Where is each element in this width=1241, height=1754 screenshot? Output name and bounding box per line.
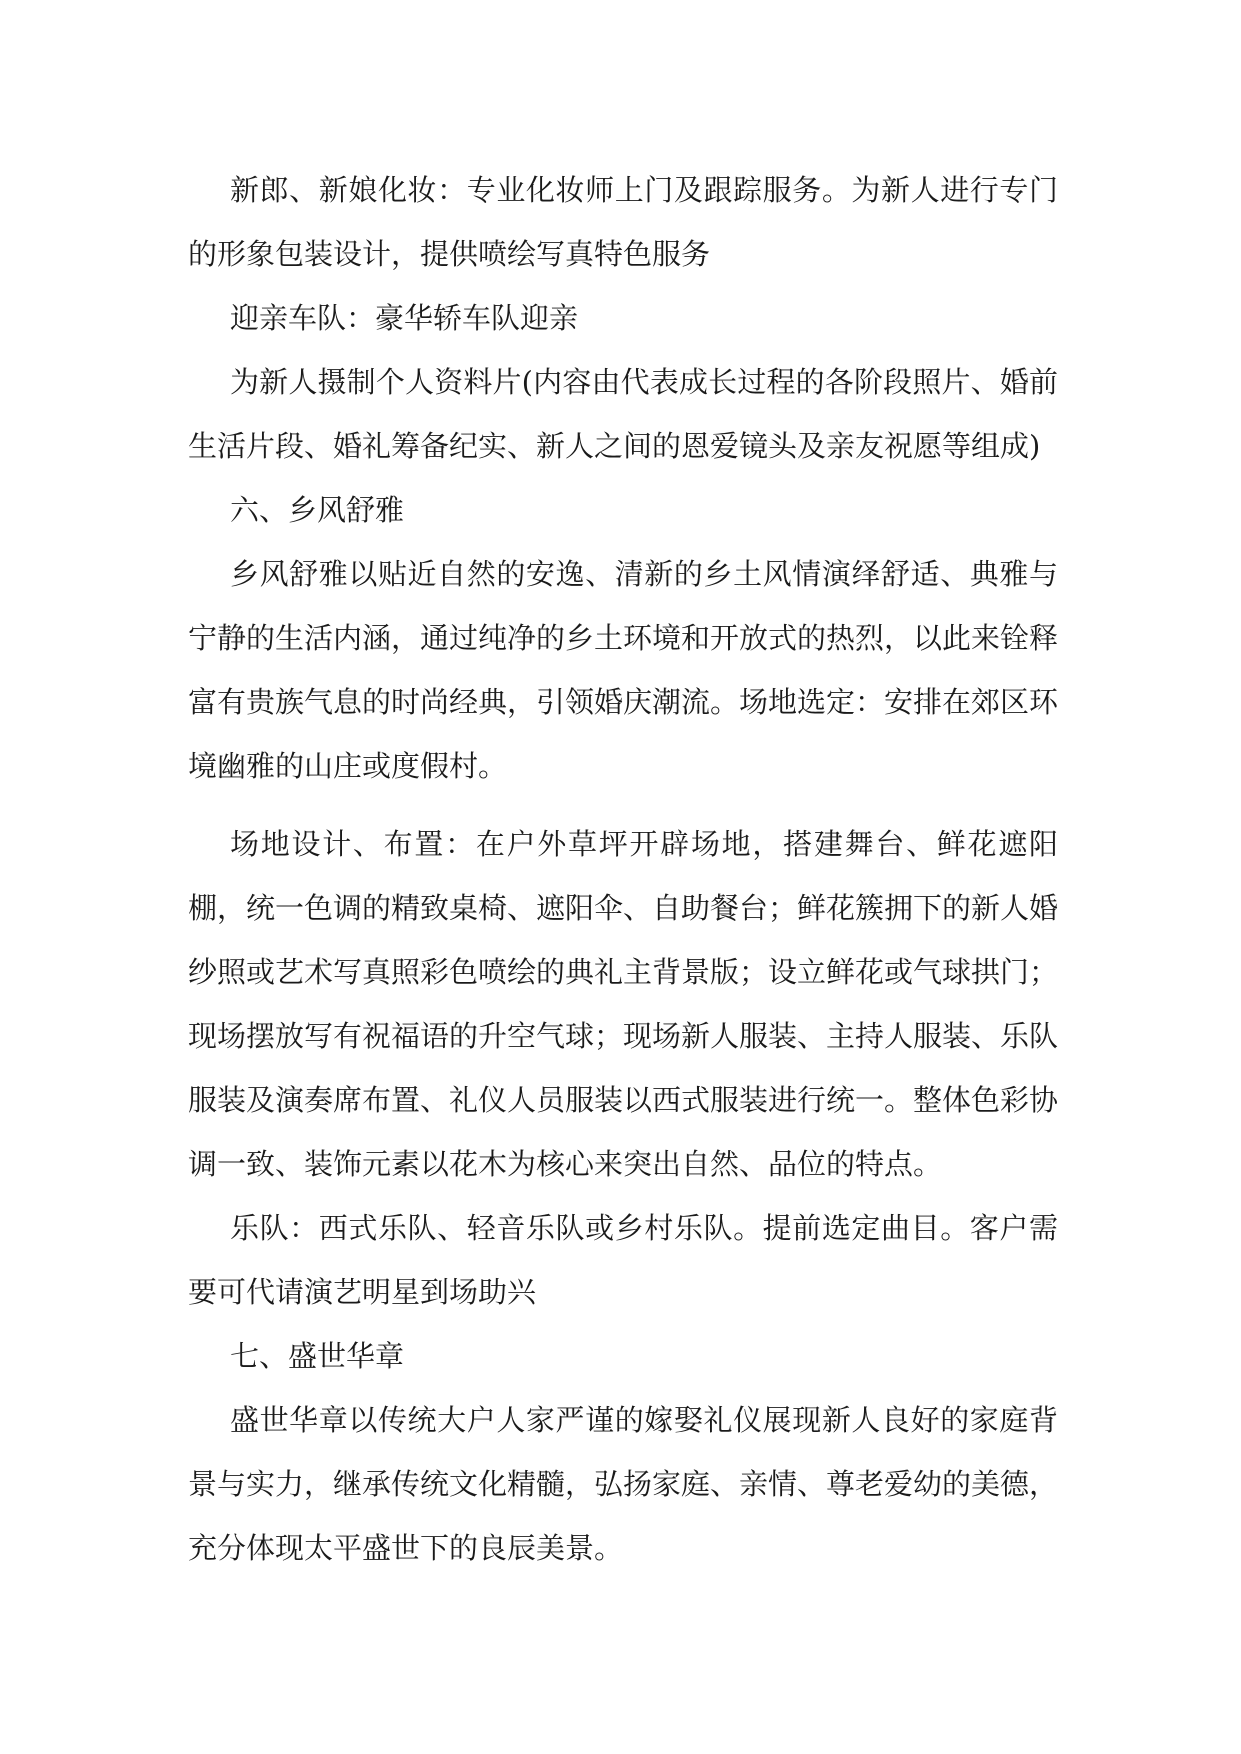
paragraph-grand-chapter: 盛世华章以传统大户人家严谨的嫁娶礼仪展现新人良好的家庭背景与实力，继承传统文化精髓，弘扬家庭、亲情、尊老爱幼的美德，充分体现太平盛世下的良辰美景。 xyxy=(188,1403,1059,1565)
paragraph-makeup-service: 新郎、新娘化妆：专业化妆师上门及跟踪服务。为新人进行专门的形象包装设计，提供喷绘写真特色服务 xyxy=(188,173,1058,271)
paragraph-band: 乐队：西式乐队、轻音乐队或乡村乐队。提前选定曲目。客户需要可代请演艺明星到场助兴 xyxy=(188,1211,1058,1309)
section-heading-seven: 七、盛世华章 xyxy=(230,1339,405,1373)
document-body xyxy=(188,158,1058,1580)
paragraph-wedding-motorcade: 迎亲车队：豪华轿车队迎亲 xyxy=(230,301,579,335)
section-heading-six: 六、乡风舒雅 xyxy=(230,493,405,527)
paragraph-rustic-elegance: 乡风舒雅以贴近自然的安逸、清新的乡土风情演绎舒适、典雅与宁静的生活内涵，通过纯净的乡土环境和开放式的热烈，以此来铨释富有贵族气息的时尚经典，引领婚庆潮流。场地选定：安排在郊区环境幽雅的山庄或度假村。 xyxy=(188,557,1059,783)
paragraph-personal-film: 为新人摄制个人资料片(内容由代表成长过程的各阶段照片、婚前生活片段、婚礼筹备纪实、新人之间的恩爱镜头及亲友祝愿等组成) xyxy=(188,365,1058,463)
paragraph-venue-design: 场地设计、布置：在户外草坪开辟场地，搭建舞台、鲜花遮阳棚，统一色调的精致桌椅、遮阳伞、自助餐台；鲜花簇拥下的新人婚纱照或艺术写真照彩色喷绘的典礼主背景版；设立鲜花或气球拱门；现场摆放写有祝福语的升空气球；现场新人服装、主持人服装、乐队服装及演奏席布置、礼仪人员服装以西式服装进行统一。整体色彩协调一致、装饰元素以花木为核心来突出自然、品位的特点。 xyxy=(188,827,1059,1181)
